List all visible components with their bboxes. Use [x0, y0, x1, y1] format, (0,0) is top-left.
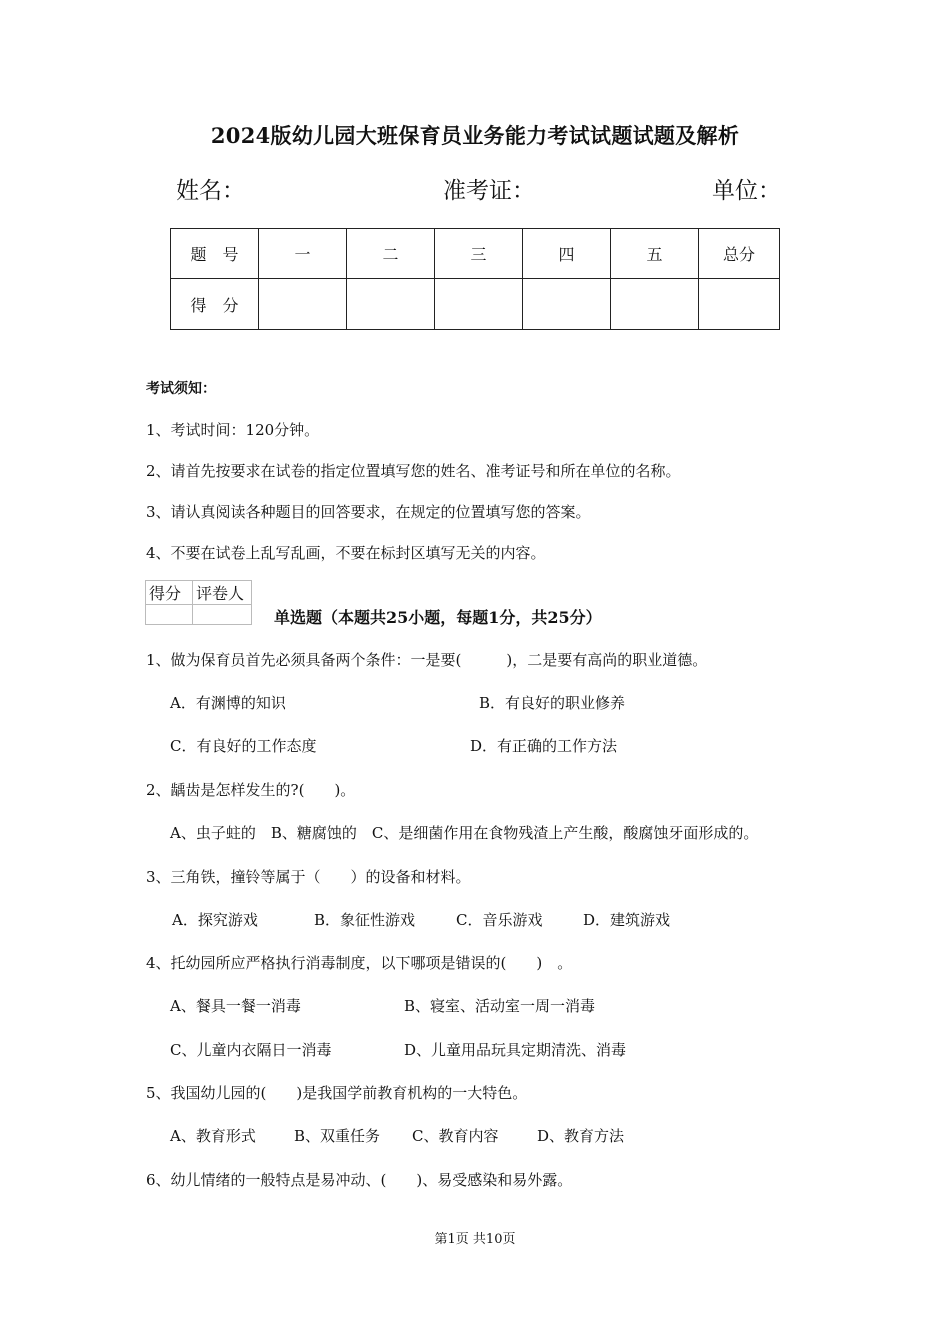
score-table-header-cell: 总分 — [699, 229, 780, 279]
option-a: A、餐具一餐一消毒 — [170, 997, 301, 1015]
score-table-score-row — [171, 279, 780, 330]
page-footer: 第1页 共10页 — [434, 1232, 516, 1247]
score-table-header-cell: 题 号 — [171, 229, 259, 279]
question-2: 2、龋齿是怎样发生的?( )。 — [146, 781, 356, 799]
grader-reviewer-label: 评卷人 — [193, 581, 252, 605]
option-c: C．音乐游戏 — [456, 911, 543, 929]
notice-item: 2、请首先按要求在试卷的指定位置填写您的姓名、准考证号和所在单位的名称。 — [146, 462, 681, 480]
option-d: D．有正确的工作方法 — [470, 737, 618, 755]
notice-heading: 考试须知： — [146, 381, 216, 397]
unit-label: 单位： — [712, 178, 781, 204]
notice-item: 1、考试时间：120分钟。 — [146, 421, 320, 439]
score-cell[interactable] — [259, 279, 347, 330]
score-cell[interactable] — [435, 279, 523, 330]
option-b: B、双重任务 — [294, 1127, 381, 1145]
score-table-header-cell: 三 — [435, 229, 523, 279]
question-2-options: A、虫子蛀的 B、糖腐蚀的 C、是细菌作用在食物残渣上产生酸，酸腐蚀牙面形成的。 — [170, 824, 759, 842]
grader-score-label: 得分 — [146, 581, 193, 605]
option-c: C、儿童内衣隔日一消毒 — [170, 1041, 332, 1059]
grader-reviewer-cell[interactable] — [193, 605, 252, 625]
score-table-header-cell: 一 — [259, 229, 347, 279]
section-title: 单选题（本题共25小题，每题1分，共25分） — [274, 608, 602, 627]
notice-item: 3、请认真阅读各种题目的回答要求，在规定的位置填写您的答案。 — [146, 503, 591, 521]
score-cell[interactable] — [611, 279, 699, 330]
option-d: D．建筑游戏 — [583, 911, 671, 929]
question-5: 5、我国幼儿园的( )是我国学前教育机构的一大特色。 — [146, 1084, 528, 1102]
option-d: D、儿童用品玩具定期清洗、消毒 — [404, 1041, 627, 1059]
notice-item: 4、不要在试卷上乱写乱画，不要在标封区填写无关的内容。 — [146, 544, 546, 562]
question-3: 3、三角铁，撞铃等属于（ ）的设备和材料。 — [146, 868, 471, 886]
option-a: A、教育形式 — [170, 1127, 256, 1145]
page-title: 2024版幼儿园大班保育员业务能力考试试题试题及解析 — [210, 123, 740, 148]
score-table-header-cell: 五 — [611, 229, 699, 279]
score-table-header-row — [171, 229, 780, 279]
option-a: A．探究游戏 — [172, 911, 258, 929]
option-b: B．有良好的职业修养 — [479, 694, 626, 712]
score-cell[interactable] — [699, 279, 780, 330]
score-row-label: 得 分 — [171, 279, 259, 330]
grader-box — [145, 580, 252, 625]
exam-id-label: 准考证： — [443, 178, 535, 204]
option-c: C．有良好的工作态度 — [170, 737, 317, 755]
option-b: B、寝室、活动室一周一消毒 — [404, 997, 596, 1015]
option-c: C、教育内容 — [412, 1127, 499, 1145]
score-cell[interactable] — [523, 279, 611, 330]
question-1: 1、做为保育员首先必须具备两个条件：一是要( )，二是要有高尚的职业道德。 — [146, 651, 708, 669]
option-b: B．象征性游戏 — [314, 911, 416, 929]
question-4: 4、托幼园所应严格执行消毒制度，以下哪项是错误的( ) 。 — [146, 954, 573, 972]
name-label: 姓名： — [176, 178, 245, 204]
option-d: D、教育方法 — [537, 1127, 625, 1145]
question-6: 6、幼儿情绪的一般特点是易冲动、( )、易受感染和易外露。 — [146, 1171, 573, 1189]
score-table-header-cell: 二 — [347, 229, 435, 279]
score-table-header-cell: 四 — [523, 229, 611, 279]
option-a: A．有渊博的知识 — [170, 694, 286, 712]
score-table — [170, 228, 780, 330]
grader-score-cell[interactable] — [146, 605, 193, 625]
score-cell[interactable] — [347, 279, 435, 330]
